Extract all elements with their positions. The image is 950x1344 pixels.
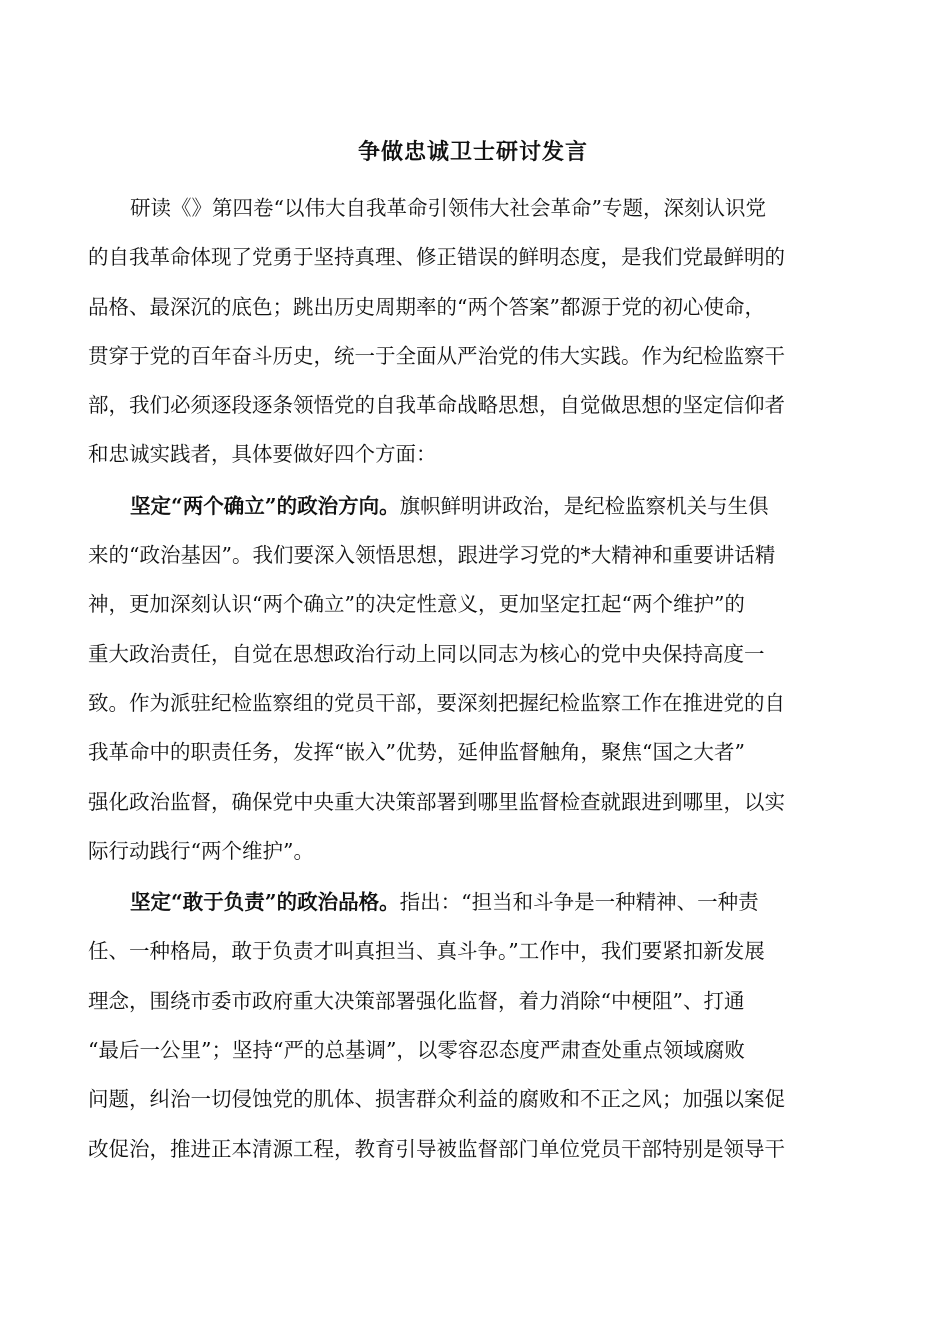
section-heading: 坚定“敢于负责”的政治品格。 — [130, 890, 400, 915]
text-line: 任、一种格局，敢于负责才叫真担当、真斗争。”工作中，我们要紧扣新发展 — [88, 939, 765, 964]
text-line: 研读《》第四卷“以伟大自我革命引领伟大社会革命”专题，深刻认识党 — [130, 196, 766, 220]
text-line: 改促治，推进正本清源工程，教育引导被监督部门单位党员干部特别是领导干 — [88, 1136, 785, 1161]
document-page — [88, 132, 858, 1176]
text-line: 我革命中的职责任务，发挥“嵌入”优势，延伸监督触角，聚焦“国之大者” — [88, 740, 745, 765]
text-line: 品格、最深沉的底色；跳出历史周期率的“两个答案”都源于党的初心使命， — [88, 294, 765, 319]
text-line: 理念，围绕市委市政府重大决策部署强化监督，着力消除“中梗阻”、打通 — [88, 988, 745, 1013]
text-line: 和忠诚实践者，具体要做好四个方面： — [88, 442, 437, 467]
text-line: “最后一公里”；坚持“严的总基调”，以零容忍态度严肃查处重点领域腐败 — [88, 1038, 745, 1063]
text-line — [88, 878, 858, 927]
text-line — [88, 482, 858, 531]
section-heading: 坚定“两个确立”的政治方向。 — [130, 493, 400, 518]
text-line: 致。作为派驻纪检监察组的党员干部，要深刻把握纪检监察工作在推进党的自 — [88, 690, 785, 715]
text-line: 部，我们必须逐段逐条领悟党的自我革命战略思想，自觉做思想的坚定信仰者 — [88, 393, 785, 418]
text-line: 神，更加深刻认识“两个确立”的决定性意义，更加坚定扛起“两个维护”的 — [88, 592, 745, 617]
text-fragment: 旗帜鲜明讲政治，是纪检监察机关与生俱 — [399, 493, 769, 518]
text-fragment: 指出：“担当和斗争是一种精神、一种责 — [399, 890, 759, 915]
paragraph-political-character — [88, 878, 858, 1174]
text-line: 来的“政治基因”。我们要深入领悟思想，跟进学习党的*大精神和重要讲话精 — [88, 543, 776, 568]
paragraph-political-direction — [88, 482, 858, 876]
paragraph-intro — [88, 184, 858, 480]
text-line: 际行动践行“两个维护”。 — [88, 838, 314, 863]
text-line: 贯穿于党的百年奋斗历史，统一于全面从严治党的伟大实践。作为纪检监察干 — [88, 343, 785, 368]
document-title: 争做忠诚卫士研讨发言 — [357, 139, 588, 165]
text-line: 的自我革命体现了党勇于坚持真理、修正错误的鲜明态度，是我们党最鲜明的 — [88, 245, 785, 270]
text-line: 强化政治监督，确保党中央重大决策部署到哪里监督检查就跟进到哪里，以实 — [88, 789, 785, 814]
text-line: 问题，纠治一切侵蚀党的肌体、损害群众利益的腐败和不正之风；加强以案促 — [88, 1087, 785, 1112]
text-line: 重大政治责任，自觉在思想政治行动上同以同志为核心的党中央保持高度一 — [88, 641, 765, 666]
